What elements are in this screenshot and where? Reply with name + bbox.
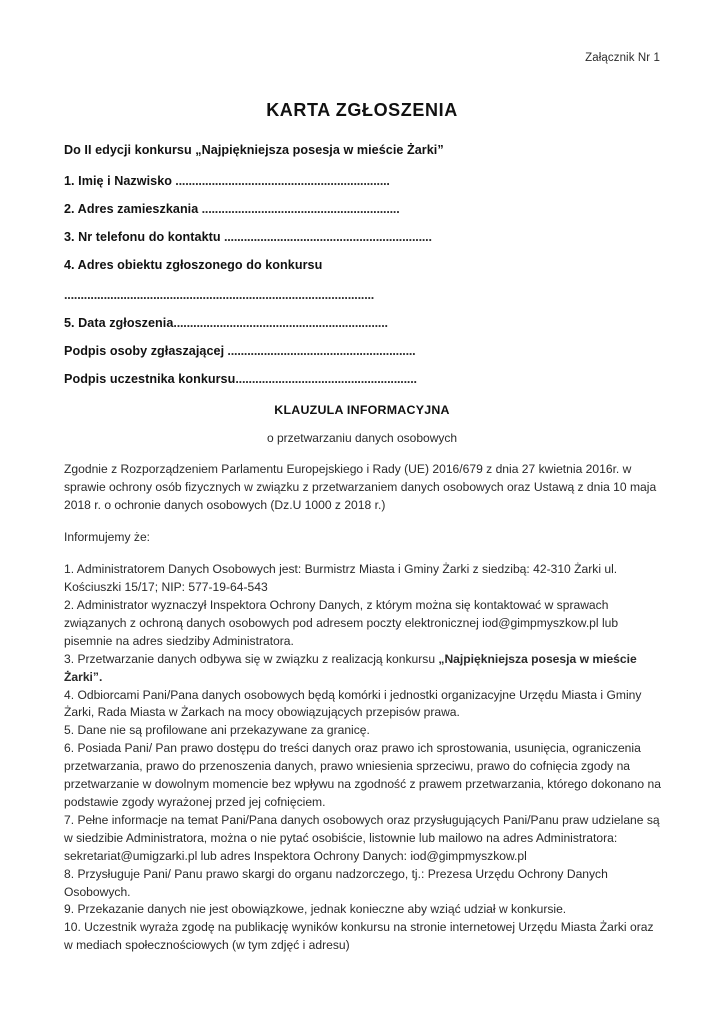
clause-body-block <box>64 461 661 955</box>
clause-subheading: o przetwarzaniu danych osobowych <box>266 431 458 445</box>
form-field-applicant-signature-dots[interactable]: ......................................................... <box>224 344 416 358</box>
form-intro-text: Do II edycji konkursu „Najpiękniejsza posesja w mieście Żarki” <box>64 143 444 157</box>
form-field-object-address-label: 4. Adres obiektu zgłoszonego do konkursu <box>64 258 323 272</box>
form-field-name-label: 1. Imię i Nazwisko <box>64 174 172 188</box>
form-field-phone-dots[interactable]: ............................................................... <box>220 230 432 244</box>
clause-item-7: 7. Pełne informacje na temat Pani/Pana danych osobowych oraz przysługujących Pani/Panu praw udzielane są w siedzibie Administratora, można o nie pytać osobiście, listownie lub mailowo na adres Administratora: sekretariat@umigzarki.pl lub adres Inspektora Ochrony Danych: iod@gimpmyszkow.pl <box>64 812 660 863</box>
form-field-participant-signature-label: Podpis uczestnika konkursu <box>64 372 236 386</box>
clause-item-5: 5. Dane nie są profilowane ani przekazywane za granicę. <box>64 723 370 738</box>
form-field-object-address-dots[interactable]: .............................................................................................. <box>64 288 375 302</box>
form-field-name-dots[interactable]: ................................................................. <box>172 174 390 188</box>
form-field-participant-signature <box>64 372 664 386</box>
clause-item-2: 2. Administrator wyznaczył Inspektora Ochrony Danych, z którym można się kontaktować w sprawach związanych z ochroną danych osobowych pod adresem poczty elektronicznej iod@gimpmyszkow.pl lub pisemnie na adres siedziby Administratora. <box>64 598 619 648</box>
form-field-object-address <box>64 258 664 272</box>
clause-item-8: 8. Przysługuje Pani/ Panu prawo skargi do organu nadzorczego, tj.: Prezesa Urzędu Ochrony Danych Osobowych. <box>64 866 608 899</box>
clause-item-1: 1. Administratorem Danych Osobowych jest: Burmistrz Miasta i Gminy Żarki z siedzibą: 42-310 Żarki ul. Kościuszki 15/17; NIP: 577-19-64-543 <box>64 562 618 595</box>
form-field-address <box>64 202 664 216</box>
form-field-applicant-signature <box>64 344 664 358</box>
form-field-address-dots[interactable]: ............................................................ <box>198 202 400 216</box>
clause-item-3 <box>64 651 661 687</box>
form-field-date <box>64 316 664 330</box>
clause-item-6: 6. Posiada Pani/ Pan prawo dostępu do treści danych oraz prawo ich sprostowania, usunięcia, ograniczenia przetwarzania, prawo do przenoszenia danych, prawo wniesienia sprzeciwu, prawo do cofnięcia zgody na przetwarzanie w dowolnym momencie bez wpływu na zgodność z prawem przetwarzania, którego dokonano na podstawie zgody wyrażonej przed jej cofnięciem. <box>64 741 661 809</box>
clause-item-4: 4. Odbiorcami Pani/Pana danych osobowych będą komórki i jednostki organizacyjne Urzędu Miasta i Gminy Żarki, Rada Miasta w Żarkach na mocy obowiązujących przepisów prawa. <box>64 687 642 720</box>
form-field-date-label: 5. Data zgłoszenia <box>64 316 174 330</box>
application-form-block <box>64 143 664 400</box>
clause-informing-label: Informujemy że: <box>64 530 151 545</box>
page-title: KARTA ZGŁOSZENIA <box>266 100 458 120</box>
form-field-name <box>64 174 664 188</box>
form-field-phone-label: 3. Nr telefonu do kontaktu <box>64 230 221 244</box>
clause-item-3-contest-name: „Najpiękniejsza posesja w mieście Żarki”. <box>64 651 637 684</box>
attachment-number-label: Załącznik Nr 1 <box>585 52 660 64</box>
clause-list <box>64 561 661 955</box>
clause-item-3-prefix: 3. Przetwarzanie danych odbywa się w związku z realizacją konkursu <box>64 651 439 666</box>
clause-preamble: Zgodnie z Rozporządzeniem Parlamentu Europejskiego i Rady (UE) 2016/679 z dnia 27 kwietnia 2016r. w sprawie ochrony osób fizycznych w związku z przetwarzaniem danych osobowych oraz Ustawą z dnia 10 maja 2018 r. o ochronie danych osobowych (Dz.U 1000 z 2018 r.) <box>64 462 657 512</box>
form-field-phone <box>64 230 664 244</box>
clause-item-9: 9. Przekazanie danych nie jest obowiązkowe, jednak konieczne aby wziąć udział w konkursie. <box>64 902 567 917</box>
clause-item-10: 10. Uczestnik wyraża zgodę na publikację wyników konkursu na stronie internetowej Urzędu Miasta Żarki oraz w mediach społecznościowych (w tym zdjęć i adresu) <box>64 920 654 953</box>
form-field-date-dots[interactable]: ................................................................. <box>173 316 388 330</box>
form-field-participant-signature-dots[interactable]: ....................................................... <box>235 372 417 386</box>
form-field-applicant-signature-label: Podpis osoby zgłaszającej <box>64 344 225 358</box>
form-field-address-label: 2. Adres zamieszkania <box>64 202 199 216</box>
clause-heading: KLAUZULA INFORMACYJNA <box>274 403 450 417</box>
